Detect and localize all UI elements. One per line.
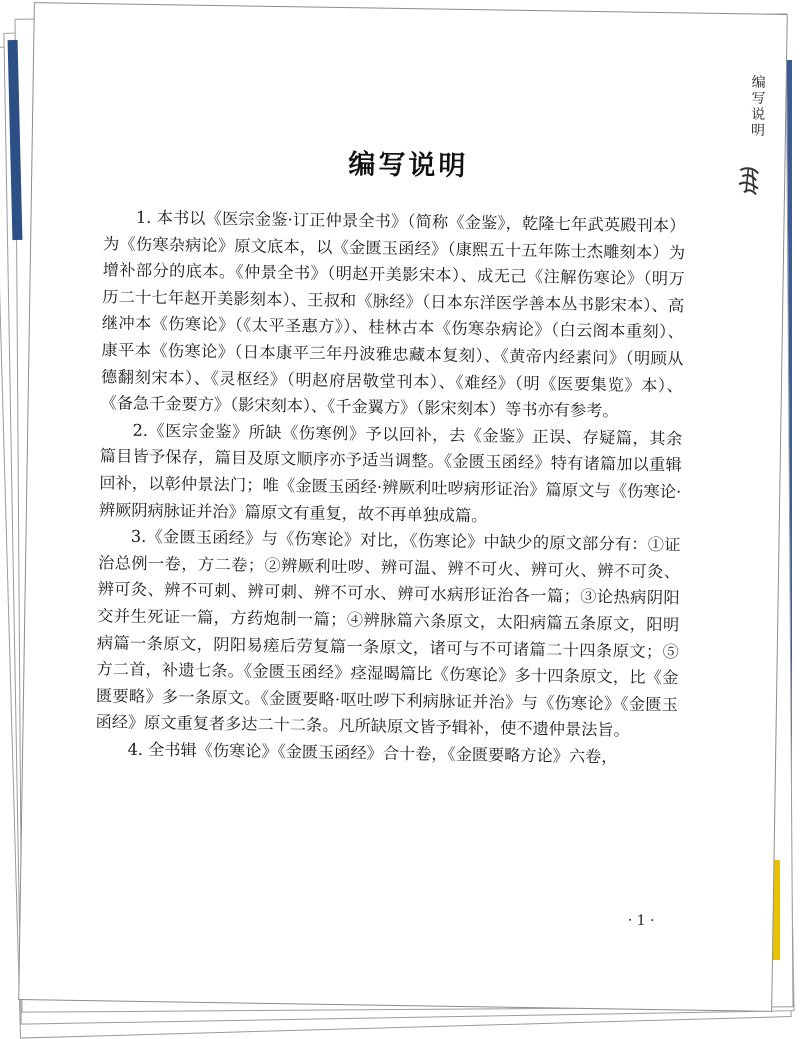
- page-title: 编写说明: [348, 149, 469, 183]
- paragraph-2: 2.《医宗金鉴》所缺《伤寒例》予以回补，去《金鉴》正误、存疑篇，其余篇目皆予保存，篇目及原文顺序亦予适当调整。《金匮玉函经》特有诸篇加以重辑回补，以彰仲景法门；唯《金匮玉函经·辨厥利吐哕病形证治》篇原文与《伤寒论·辨厥阴病脉证并治》篇原文有重复，故不再单独成篇。: [98, 420, 683, 525]
- page-number: · 1 ·: [627, 912, 655, 930]
- running-header: 编写说明: [748, 74, 766, 139]
- paragraph-3: 3.《金匮玉函经》与《伤寒论》对比，《伤寒论》中缺少的原文部分有：①证治总例一卷，方二卷；②辨厥利吐哕、辨可温、辨不可火、辨可火、辨不可灸、辨可灸、辨不可刺、辨可刺、辨不可水、辨可水病形证治各一篇；③论热病阴阳交并生死证一篇，方药炮制一篇；④辨脉篇六条原文，太阳病篇五条原文，阳明病篇一条原文，阴阳易瘥后劳复篇一条原文，诸可与不可诸篇二十四条原文；⑤方二首，补遗七条。《金匮玉函经》痉湿暍篇比《伤寒论》多十四条原文，比《金匮要略》多一条原文。《金匮要略·呕吐哕下利病脉证并治》与《伤寒论》《金匮玉函经》原文重复者多达二十二条。凡所缺原文皆予辑补，使不遗仲景法旨。: [95, 526, 681, 740]
- document-body: [95, 204, 686, 772]
- document-page: [18, 2, 788, 1012]
- paragraph-4: 4. 全书辑《伤寒论》《金匮玉函经》合十卷，《金匮要略方论》六卷，: [127, 739, 618, 767]
- paragraph-1: 1. 本书以《医宗金鉴·订正仲景全书》（简称《金鉴》，乾隆七年武英殿刊本）为《伤寒杂病论》原文底本，以《金匮玉函经》（康熙五十五年陈士杰雕刻本）为增补部分的底本。《仲景全书》（明赵开美影宋本）、成无己《注解伤寒论》（明万历二十七年赵开美影刻本）、王叔和《脉经》（日本东洋医学善本丛书影宋本）、高继冲本《伤寒论》（《太平圣惠方》）、桂林古本《伤寒杂病论》（白云阁本重刻）、康平本《伤寒论》（日本康平三年丹波雅忠藏本复刻）、《黄帝内经素问》（明顾从德翻刻宋本）、《灵枢经》（明赵府居敬堂刊本）、《难经》（明《医要集览》本）、《备急千金要方》（影宋刻本）、《千金翼方》（影宋刻本）等书亦有参考。: [100, 207, 686, 421]
